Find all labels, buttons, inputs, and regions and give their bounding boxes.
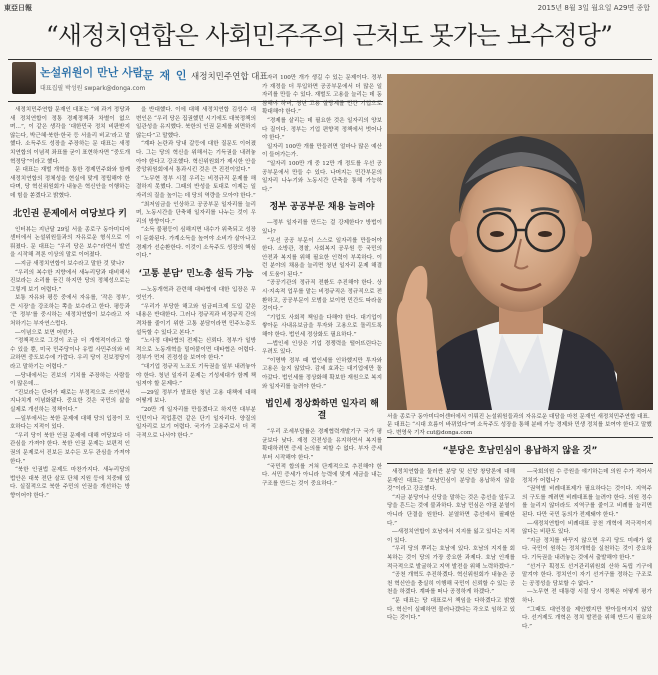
photographer-credit: 변영욱 기자 cut@donga.com: [395, 430, 473, 436]
subheading: 정부 공공부문 채용 늘려야: [269, 202, 375, 213]
columnist-avatar: [12, 62, 36, 94]
guest-name: 문 재 인: [143, 69, 188, 82]
article-paragraph: ―새정치연합이 호남에서 지지를 잃고 있다는 지적이 있다.: [387, 529, 515, 544]
article-paragraph: ―정부 일자리를 만드는 걸 강제한다? 방법이 있나?: [262, 220, 382, 235]
article-paragraph: 새정치민주연합 문재인 대표는 “왜 과거 정당과 새 정치연합이 정통 경제정책과 차별이 없으며…”, 이 같은 생각을 ‘대한민국 정치 비판받지 않는다, 박근혜·북한·한국 등 서울리 비교’라고 말했다. 소득주도 성장을 주장하는 문 대표는 새정치연합의 이념적 좌표를 굳이 표현하자면 “중도개혁정당”이라고 했다.: [10, 107, 130, 165]
article-column-2: [136, 106, 256, 672]
guest-role: 새정치민주연합 대표: [191, 72, 268, 82]
article-paragraph: “진보라는 단어가 때로는 부정적으로 쓰이면서 지나치게 이념화됐다. 중요한 것은 국민의 삶을 실제로 개선하는 정책이다.”: [10, 389, 130, 413]
article-paragraph: “정책적으로 그것이 조금 더 개혁적이라고 할 수 있을 뿐, 미국 민주당이나 유럽 사민주의와 비교하면 중도보수에 가깝다. 우리 당이 진보정당이라고 말하기는 어렵다.”: [10, 338, 130, 371]
column-name: 논설위원이 만난 사람: [40, 66, 144, 79]
article-paragraph: “기업도 사회적 책임을 다해야 한다. 대기업이 쌓아둔 사내유보금을 투자와 고용으로 돌리도록 해야 한다. 법인세 정상화도 필요하다.”: [262, 314, 382, 339]
pull-quote: “분당은 호남민심이 용납하지 않을 것”: [442, 446, 598, 456]
article-paragraph: 문 대표는 재벌 개혁을 통한 경제민주화와 함께 새정치연합의 정체성을 현실에 맞게 정립해야 한다며, 당 혁신위원회가 내놓은 혁신안을 이행하는 데 힘을 쏟겠다고 밝혔다.: [10, 167, 130, 199]
headline: “새정치연합은 사회민주주의 근처도 못가는 보수정당”: [45, 21, 613, 50]
reporter-credit: 대표집필 박성원 swpark@donga.com: [40, 85, 146, 92]
article-paragraph: “계파 논란과 당내 갈등에 대한 질문도 이어졌다. 그는 당의 혁신을 위해서는 기득권을 내려놓아야 한다고 강조했다. 혁신위원회가 제시한 안을 중앙위원회에서 통과시킨 것은 큰 진전이었다.”: [136, 141, 256, 174]
dateline: 2015년 8월 3일 월요일 A29면 종합: [537, 4, 650, 12]
subheading: ‘고통 분담’ 민노총 설득 가능: [138, 268, 254, 279]
article-paragraph: ―당내에서는 진보의 기치를 주장하는 사람들이 많은데…: [10, 372, 130, 388]
article-paragraph: ―새정치연합이 비례대표 공천 개혁에 적극적이지 않다는 비판도 있다.: [522, 520, 652, 536]
article-column-3: [262, 74, 382, 672]
article-paragraph: “우리 조세부담률은 경제협력개발기구 국가 평균보다 낮다. 재정 건전성을 유지하면서 복지를 확대하려면 증세 논의를 피할 수 없다. 부자 증세부터 시작해야 한다.”: [262, 429, 382, 461]
portrait-illustration: [387, 74, 653, 410]
quote-rule-bottom: [387, 463, 653, 464]
headline-rule: [8, 59, 652, 60]
portrait-photo: [387, 74, 653, 410]
article-paragraph: “이명박 정부 때 법인세를 인하했지만 투자와 고용은 늘지 않았다. 감세 효과는 대기업에만 돌아갔다. 법인세를 정상화해 확보한 재원으로 복지와 일자리를 늘려야 한다.”: [262, 357, 382, 390]
article-paragraph: “최저임금을 인상하고 공공부문 일자리를 늘리며, 노동시간을 단축해 일자리를 나누는 것이 우리의 방향이다.”: [136, 201, 256, 225]
newspaper-brand: 東亞日報: [4, 4, 32, 12]
subheading: 법인세 정상화하면 일자리 해결: [265, 399, 379, 422]
article-paragraph: ―노무현 전 대통령 시절 당시 정책은 어떻게 평가하나.: [522, 589, 652, 604]
article-paragraph: “노사정 대타협의 전제는 신뢰다. 정부가 일방적으로 노동개혁을 밀어붙이면 대타협은 어렵다. 정부가 먼저 진정성을 보여야 한다.”: [136, 338, 256, 362]
article-paragraph: ―이념으로 보면 어떤가.: [15, 329, 75, 336]
subheading: 北인권 문제에서 여당보다 키: [12, 208, 128, 219]
newspaper-topbar: [0, 0, 658, 14]
article-paragraph: “우리가 부당한 해고와 임금피크제 도입 같은 내용은 반대한다. 그러나 정규직과 비정규직 간의 격차를 줄이기 위한 고통 분담이라면 민주노총도 설득할 수 있다고 본다.”: [136, 303, 256, 336]
byline: [8, 62, 268, 98]
caption-text: 서울 종로구 동아미디어센터에서 이뤄진 논설위원들과의 자유로운 대담을 마친 문재인 새정치민주연합 대표. 문 대표는 “시대 흐름이 바뀌었다”며 소득주도 성장을 통해 분배 가능 경제와 민생 정치를 보여야 한다고 말했다.: [387, 414, 652, 436]
article-paragraph: ―국회의원 수 증원을 얘기하는데 의원 수가 적어서 정치가 어렵나?: [522, 469, 652, 484]
article-paragraph: 새정치연합을 둘러싼 분당 및 신당 창당론에 대해 문재인 대표는 “호남민심이 분당을 용납하지 않을 것”이라고 강조했다.: [387, 469, 515, 493]
article-paragraph: “공천 개혁도 추진하겠다. 혁신위원회가 내놓은 공천 혁신안을 충실히 이행해 국민이 신뢰할 수 있는 공천을 하겠다. 계파를 떠나 공정하게 하겠다.”: [387, 572, 515, 596]
article-paragraph: “경제를 살리는 데 필요한 것은 일자리의 양보다 질이다. 정부는 기업 편향적 정책에서 벗어나야 한다.”: [262, 117, 382, 142]
article-paragraph: “노무현 정부 시절 우리는 비정규직 문제를 해결하지 못했다. 그때의 반성을 토대로 이제는 일자리의 질을 높이는 데 당의 역량을 모아야 한다.”: [136, 175, 256, 199]
article-paragraph: 자리 100만 개가 생길 수 있는 문제이다. 정부가 재정을 더 투입하면 공공부문에서 더 많은 일자리를 만들 수 있다. 재벌도 고용을 늘리는 데 동참해야 하며, 청년 고용 할당제를 민간 기업으로 확대해야 한다.”: [262, 75, 382, 116]
article-paragraph: 인터뷰는 지난달 29일 서울 종로구 동아미디어센터에서 논설위원들과의 자유로운 형식으로 이뤄졌다. 문 대표는 “우리 당은 보수”라면서 발언을 시작해 격론 이상의 말로 이어졌다.: [10, 226, 130, 259]
article-paragraph: ―지금 새정치연합이 보수라고 말한 것 맞나?: [15, 260, 125, 267]
article-paragraph: “대기업 정규직 노조도 기득권을 일부 내려놓아야 한다. 청년 일자리 문제는 기성세대가 함께 책임져야 할 문제다.”: [136, 364, 256, 388]
article-paragraph: “지금 분당이나 신당을 말하는 것은 총선을 앞두고 당을 흔드는 것에 불과하다. 호남 민심은 야권 분열이 아니라 단결을 원한다. 분열하면 총선에서 필패한다.”: [387, 494, 515, 527]
article-paragraph: “우리의 복수한 지향에서 새누리당과 대비해서 진보라는 소리를 듣긴 하지만 당의 정체성으로는 그렇게 보기 어렵다.”: [10, 269, 130, 293]
article-paragraph: “선거구 획정도 선거관리위원회 산하 독립 기구에 맡겨야 한다. 정치인이 자기 선거구를 정하는 구조로는 공정성을 담보할 수 없다.”: [522, 563, 652, 587]
quote-rule-top: [387, 437, 653, 438]
article-paragraph: “우선 공공 부문이 스스로 일자리를 만들어야 한다. 소방관, 경찰, 사회복지 공무원 등 국민의 안전과 복지를 위해 필요한 인력이 부족하다. 이런 분야의 채용을 늘리면 청년 일자리 문제 해결에 도움이 된다.”: [262, 237, 382, 278]
article-paragraph: ―노동개혁과 관련해 대타협에 대한 입장은 무엇인가.: [136, 286, 256, 302]
photo-caption: [387, 413, 653, 437]
article-paragraph: “권역별 비례대표제가 필요하다는 것이다. 지역주의 구도를 깨려면 비례대표를 늘려야 한다. 의원 정수를 늘리지 않더라도 지역구를 줄이고 비례를 늘리면 된다. 다만 국민 동의가 전제돼야 한다.”: [522, 486, 652, 518]
article-paragraph: “지금 정치를 바꾸지 않으면 우리 당도 미래가 없다. 국민이 원하는 정치개혁을 실천하는 것이 중요하다. 기득권을 내려놓는 것에서 출발해야 한다.”: [522, 537, 652, 561]
article-paragraph: 일자리 100만 개를 만들려면 얼마나 많은 예산이 들어가는가.: [262, 143, 382, 159]
article-paragraph: 보통 자유와 평등 중에서 자유를, ‘작은 정부’, 큰 시장’을 강조하는 쪽을 보수라고 한다. 평등과 ‘큰 정부’를 중시하는 새정치연합이 보수라고 자처하기는 부자연스럽다.: [10, 295, 130, 328]
article-paragraph: “20만 개 일자리를 만들겠다고 하지만 대부분 인턴이나 직업훈련 같은 단기 일자리다. 양질의 일자리로 보기 어렵다. 국가가 고용주로서 더 적극적으로 나서야 한다.”: [136, 407, 256, 439]
article-paragraph: “일자리 100만 개 중 12만 개 정도를 우선 공공부문에서 만들 수 있다. 나머지는 민간부문의 일자리 나누기와 노동시간 단축을 통해 가능하다.”: [262, 160, 382, 193]
article-paragraph: “북한 인권법 문제도 마찬가지다. 새누리당의 법안은 대북 전단 살포 단체 지원 등에 치중돼 있다. 실질적으로 북한 주민의 인권을 개선하는 방향이어야 한다.”: [10, 467, 130, 499]
article-paragraph: “소득 불평등이 심해지면 내수가 위축되고 성장이 둔화된다. 가계소득을 높여야 소비가 살아나고 경제가 선순환한다. 이것이 소득주도 성장의 핵심이다.”: [136, 227, 256, 260]
article-paragraph: 을 반대했다. 이에 대해 새정치연합 김성수 대변인은 “우리 당은 집권했던 시기에도 대북정책의 일관성을 유지했다. 북한의 인권 문제를 외면하지 않는다”고 말했다.: [136, 107, 256, 139]
article-paragraph: “국민적 합의를 거쳐 단계적으로 추진해야 한다. 서민 증세가 아니라 능력에 맞게 세금을 내는 구조를 만드는 것이 중요하다.”: [262, 463, 382, 487]
article-column-1: [10, 106, 130, 672]
article-column-5: [522, 468, 652, 672]
article-paragraph: ―법인세 인상은 기업 경쟁력을 떨어뜨린다는 우려도 있다.: [262, 340, 382, 356]
article-paragraph: “문 대표는 당 대표로서 책임을 다하겠다고 밝혔다. 혁신이 실패하면 물러나겠다는 각오로 임하고 있다는 것이다.”: [387, 597, 515, 622]
article-paragraph: ―일부에서는 북한 문제에 대해 당의 입장이 모호하다는 지적이 있다.: [10, 415, 130, 431]
article-paragraph: “우리 당의 뿌리는 호남에 있다. 호남의 지지를 회복하는 것이 당의 가장 중요한 과제다. 호남 인재를 적극적으로 발굴하고 지역 발전을 위해 노력하겠다.”: [387, 546, 515, 570]
article-paragraph: “공공기관의 정규직 전환도 추진해야 한다. 상시·지속적 업무를 맡는 비정규직은 정규직으로 전환하고, 공공부문이 모범을 보이면 민간도 따라올 것이다.”: [262, 280, 382, 313]
article-paragraph: “우리 당이 북한 인권 문제에 대해 여당보다 더 관심을 가져야 한다. 북한 인권 문제는 보편적 인권의 문제로서 진보든 보수든 모두 관심을 가져야 한다.”: [10, 432, 130, 465]
interview-guest: [143, 67, 268, 83]
article-paragraph: ―29일 정부가 발표한 청년 고용 대책에 대해 어떻게 보나.: [136, 389, 256, 405]
article-paragraph: “그때도 대연정을 제안했지만 받아들여지지 않았다. 선거제도 개혁은 정치 발전을 위해 반드시 필요하다.”: [522, 606, 652, 630]
article-column-4: [387, 468, 515, 672]
